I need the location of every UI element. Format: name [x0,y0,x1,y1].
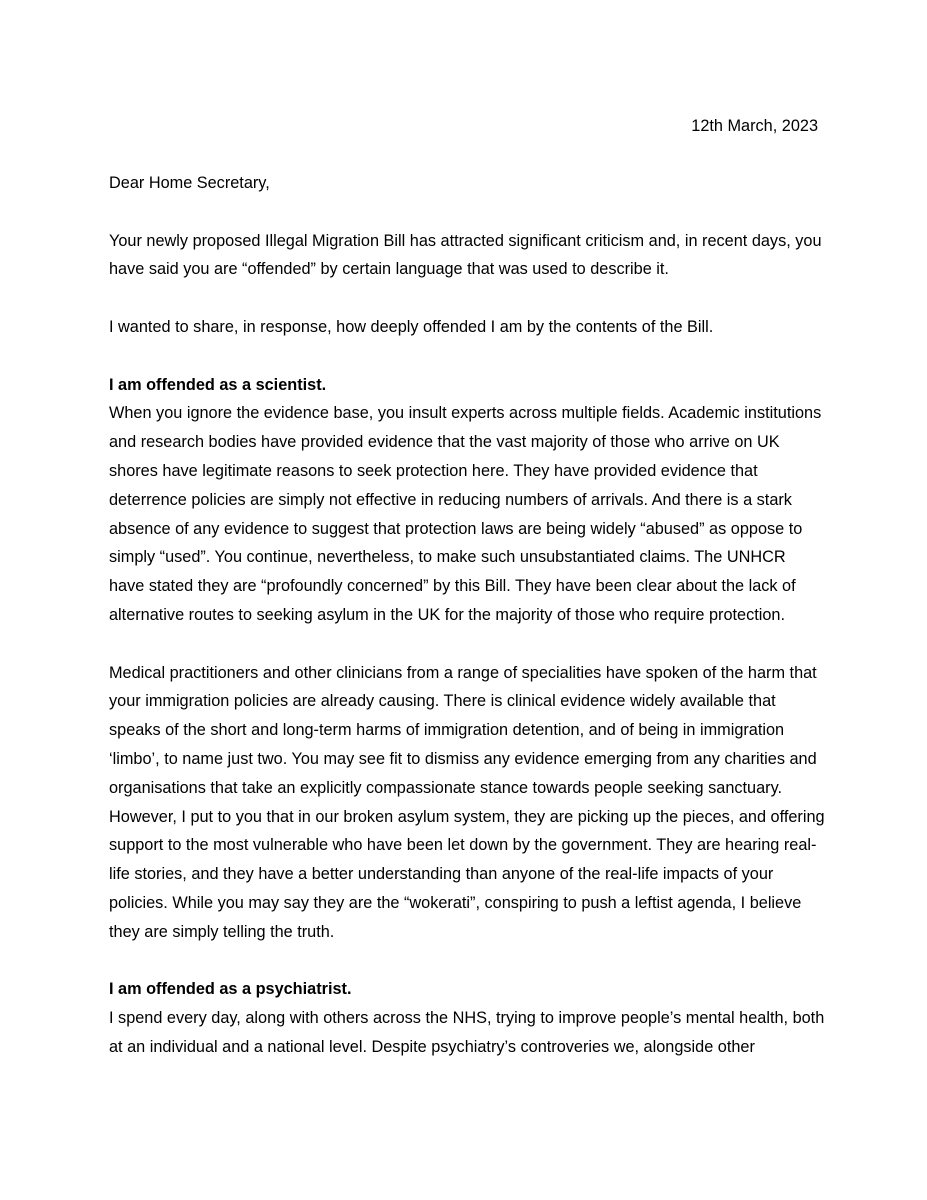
intro-paragraph: I wanted to share, in response, how deeply offended I am by the contents of the Bill. [109,317,714,336]
salutation: Dear Home Secretary, [109,174,270,192]
intro-paragraph: Your newly proposed Illegal Migration Bill has attracted significant criticism and, in recent days, you have said you are “offended” by certain language that was used to describe it. [109,231,822,279]
section-scientist [109,371,825,947]
section-heading: I am offended as a scientist. [109,375,327,394]
letter-body [109,169,825,1091]
section-heading: I am offended as a psychiatrist. [109,980,352,999]
section-psychiatrist [109,975,825,1061]
section-paragraph: Medical practitioners and other clinicians from a range of specialities have spoken of the harm that your immigration policies are already causing. There is clinical evidence widely available that speaks of the short and long-term harms of immigration detention, and of being in immigration ‘limbo’, to name just two. You may see fit to dismiss any evidence emerging from any charities and organisations that take an explicitly compassionate stance towards people seeking sanctuary. However, I put to you that in our broken asylum system, they are picking up the pieces, and offering support to the most vulnerable who have been let down by the government. They are hearing real-life stories, and they have a better understanding than anyone of the real-life impacts of your policies. While you may say they are the “wokerati”, conspiring to push a leftist agenda, I believe they are simply telling the truth. [109,663,825,941]
letter-date: 12th March, 2023 [691,117,818,135]
section-paragraph: When you ignore the evidence base, you insult experts across multiple fields. Academic institutions and research bodies have provided evidence that the vast majority of those who arrive on UK shores have legitimate reasons to seek protection here. They have provided evidence that deterrence policies are simply not effective in reducing numbers of arrivals. And there is a stark absence of any evidence to suggest that protection laws are being widely “abused” as oppose to simply “used”. You continue, nevertheless, to make such unsubstantiated claims. The UNHCR have stated they are “profoundly concerned” by this Bill. They have been clear about the lack of alternative routes to seeking asylum in the UK for the majority of those who require protection. [109,404,822,624]
section-paragraph: I spend every day, along with others across the NHS, trying to improve people’s mental health, both at an individual and a national level. Despite psychiatry’s controveries we, alongside other [109,1009,825,1056]
